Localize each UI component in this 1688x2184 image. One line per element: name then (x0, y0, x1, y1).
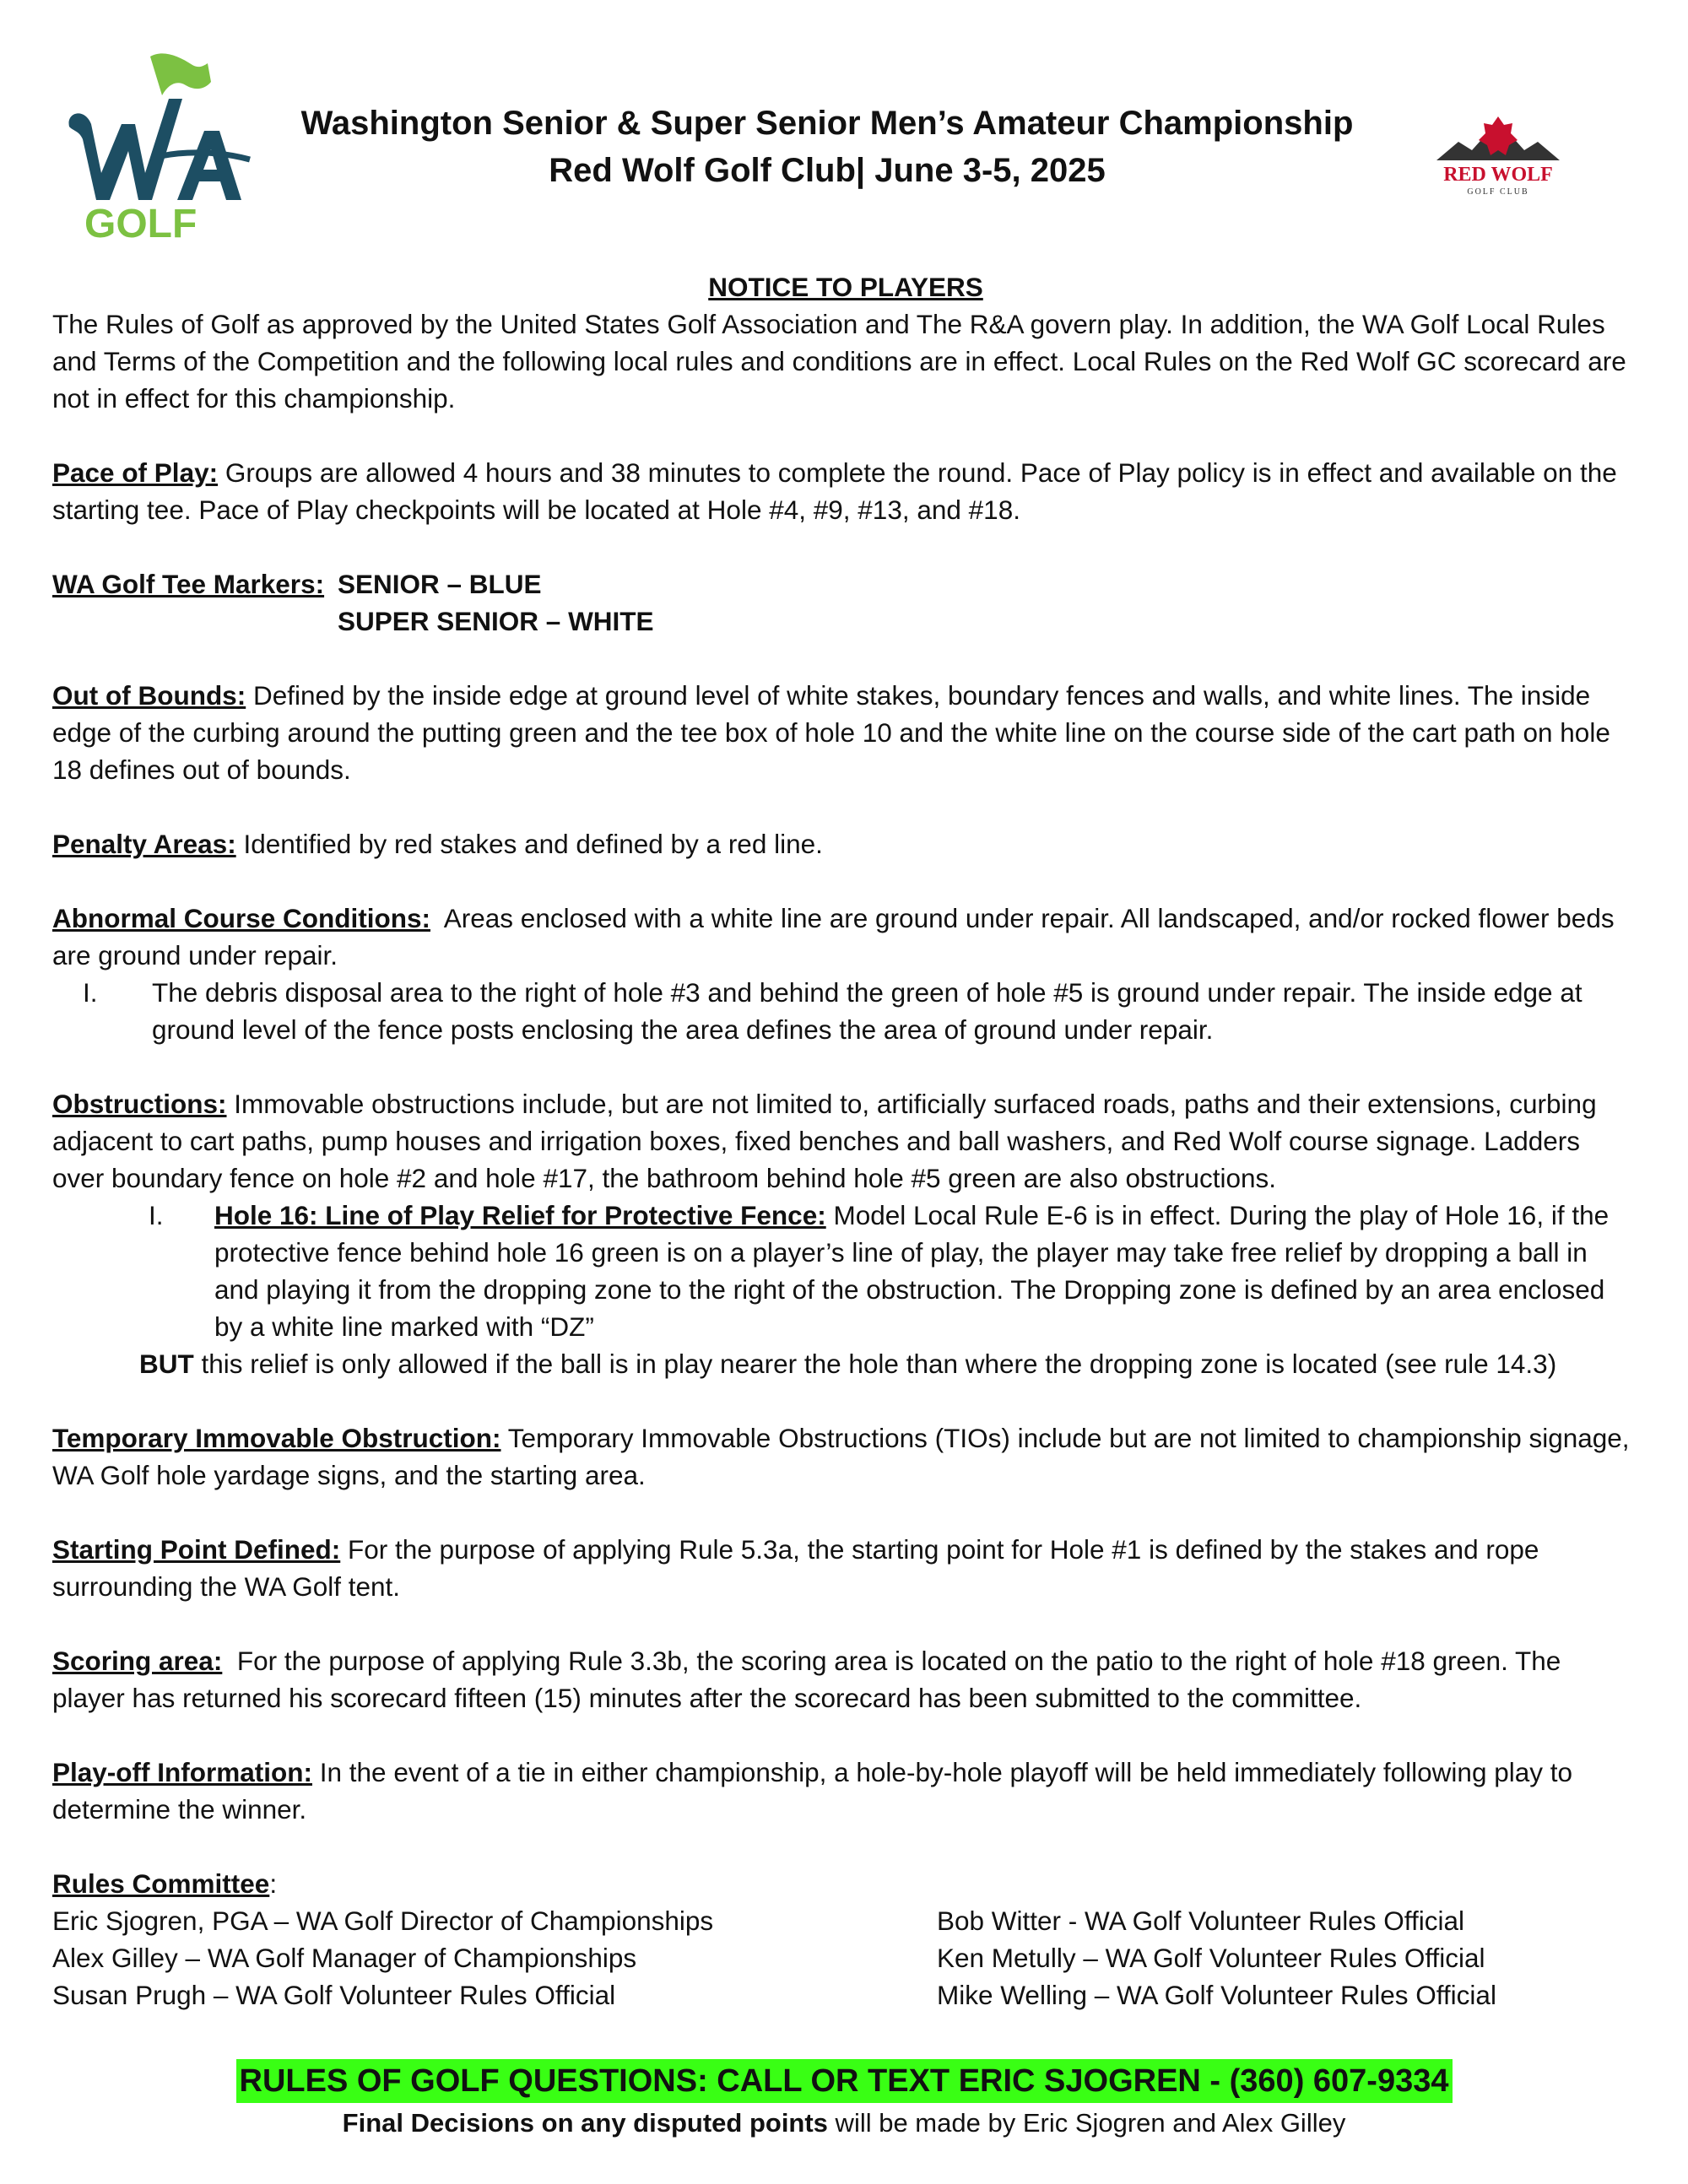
abnormal-conditions-item (52, 974, 1639, 1048)
committee-member: Alex Gilley – WA Golf Manager of Championships (52, 1943, 637, 1973)
pace-of-play-text: Groups are allowed 4 hours and 38 minutes to complete the round. Pace of Play policy is in effect and available on the starting tee. Pace of Play checkpoints will be located at Hole #4, #9, #13, and #18. (52, 457, 1617, 525)
obstructions-section (52, 1085, 1639, 1382)
footer (0, 2059, 1688, 2142)
out-of-bounds-text: Defined by the inside edge at ground level of white stakes, boundary fences and walls, and white lines. The inside edge of the curbing around the putting green and the tee box of hole 10 and the white line on the course side of the cart path on hole 18 defines out of bounds. (52, 680, 1610, 785)
relief-condition-bold: BUT (139, 1349, 194, 1379)
hole-16-relief-text: Model Local Rule E-6 is in effect. During the play of Hole 16, if the protective fence behind hole 16 green is on a player’s line of play, the player may take free relief by dropping a ball in and playing it from the dropping zone to the right of the obstruction. The Dropping zone is defined by an area enclosed by a white line marked with “DZ” (214, 1200, 1610, 1342)
final-decisions-text: will be made by Eric Sjogren and Alex Gilley (827, 2108, 1346, 2138)
page-title (279, 100, 1376, 194)
abnormal-conditions-text: Areas enclosed with a white line are ground under repair. All landscaped, and/or rocked flower beds are ground under repair. (52, 903, 1622, 970)
rules-committee-colon: : (269, 1868, 278, 1899)
title-line-1: Washington Senior & Super Senior Men’s Amateur Championship (300, 105, 1354, 142)
relief-condition-text: this relief is only allowed if the ball is in play nearer the hole than where the dropping zone is located (see rule 14.3) (193, 1349, 1557, 1379)
relief-condition (52, 1345, 1639, 1382)
title-line-2: Red Wolf Golf Club| June 3-5, 2025 (549, 152, 1106, 189)
starting-point-text: For the purpose of applying Rule 5.3a, the starting point for Hole #1 is defined by the stakes and rope surrounding the WA Golf tent. (52, 1534, 1539, 1602)
notice-content (52, 268, 1639, 2014)
wa-golf-logo (51, 46, 253, 241)
committee-right-column (937, 1902, 1496, 2014)
rules-committee-label: Rules Committee (52, 1868, 270, 1899)
pace-of-play-label: Pace of Play: (52, 457, 219, 488)
rules-committee-section (52, 1865, 1639, 2014)
playoff-section (52, 1754, 1639, 1828)
obstructions-item (52, 1197, 1639, 1345)
tee-markers-section (52, 565, 1639, 640)
penalty-areas-section (52, 825, 1639, 862)
pace-of-play-section (52, 454, 1639, 528)
list-number: I. (149, 1200, 164, 1230)
penalty-areas-text: Identified by red stakes and defined by a red line. (235, 829, 823, 859)
obstructions-label: Obstructions: (52, 1089, 227, 1119)
out-of-bounds-label: Out of Bounds: (52, 680, 246, 711)
red-wolf-logo-mark (1435, 108, 1561, 201)
obstructions-text: Immovable obstructions include, but are not limited to, artificially surfaced roads, paths and their extensions, curbing adjacent to cart paths, pump houses and irrigation boxes, fixed benches and ball washers, and Red Wolf course signage. Ladders over boundary fence on hole #2 and hole #17, the bathroom behind hole #5 green are also obstructions. (52, 1089, 1597, 1193)
tio-text: Temporary Immovable Obstructions (TIOs) include but are not limited to championship signage, WA Golf hole yardage signs, and the starting area. (52, 1423, 1630, 1490)
starting-point-section (52, 1531, 1639, 1605)
committee-member: Eric Sjogren, PGA – WA Golf Director of Championships (52, 1906, 714, 1936)
tee-senior: SENIOR – BLUE (338, 569, 542, 599)
starting-point-label: Starting Point Defined: (52, 1534, 341, 1565)
hole-16-relief-label: Hole 16: Line of Play Relief for Protective Fence: (214, 1200, 826, 1230)
tee-markers-label: WA Golf Tee Markers: (52, 569, 325, 599)
committee-member: Susan Prugh – WA Golf Volunteer Rules Official (52, 1980, 616, 2010)
rules-hotline-banner: RULES OF GOLF QUESTIONS: CALL OR TEXT ERIC SJOGREN - (360) 607-9334 (236, 2059, 1453, 2103)
tee-super-senior: SUPER SENIOR – WHITE (338, 606, 654, 636)
wa-golf-logo-mark (51, 46, 253, 241)
tio-section (52, 1419, 1639, 1494)
scoring-area-text: For the purpose of applying Rule 3.3b, the scoring area is located on the patio to the right of hole #18 green. The player has returned his scorecard fifteen (15) minutes after the scorecard has been submitted to the committee. (52, 1646, 1569, 1713)
final-decisions-note (0, 2105, 1688, 2142)
abnormal-conditions-section (52, 900, 1639, 1048)
scoring-area-section (52, 1642, 1639, 1716)
red-wolf-logo (1435, 108, 1561, 201)
playoff-text: In the event of a tie in either championship, a hole-by-hole playoff will be held immediately following play to determine the winner. (52, 1757, 1573, 1825)
committee-member: Mike Welling – WA Golf Volunteer Rules Official (937, 1980, 1496, 2010)
committee-member: Ken Metully – WA Golf Volunteer Rules Official (937, 1943, 1485, 1973)
tio-label: Temporary Immovable Obstruction: (52, 1423, 501, 1453)
scoring-area-label: Scoring area: (52, 1646, 223, 1676)
final-decisions-bold: Final Decisions on any disputed points (342, 2108, 828, 2138)
out-of-bounds-section (52, 677, 1639, 788)
penalty-areas-label: Penalty Areas: (52, 829, 236, 859)
abnormal-conditions-label: Abnormal Course Conditions: (52, 903, 430, 933)
red-wolf-logo-sub: GOLF CLUB (1467, 187, 1529, 197)
list-number: I. (83, 977, 98, 1008)
notice-title: NOTICE TO PLAYERS (708, 272, 983, 302)
committee-member: Bob Witter - WA Golf Volunteer Rules Official (937, 1906, 1464, 1936)
playoff-label: Play-off Information: (52, 1757, 312, 1787)
red-wolf-logo-text: RED WOLF (1443, 164, 1553, 186)
committee-left-column (52, 1902, 937, 2014)
wa-logo-golf-text: GOLF (84, 202, 197, 241)
intro-paragraph: The Rules of Golf as approved by the United States Golf Association and The R&A govern play. In addition, the WA Golf Local Rules and Terms of the Competition and the following local rules and conditions are in effect. Local Rules on the Red Wolf GC scorecard are not in effect for this championship. (52, 309, 1626, 414)
abnormal-conditions-item-text: The debris disposal area to the right of hole #3 and behind the green of hole #5 is ground under repair. The inside edge at ground level of the fence posts enclosing the area defines the area of ground under repair. (152, 977, 1582, 1045)
